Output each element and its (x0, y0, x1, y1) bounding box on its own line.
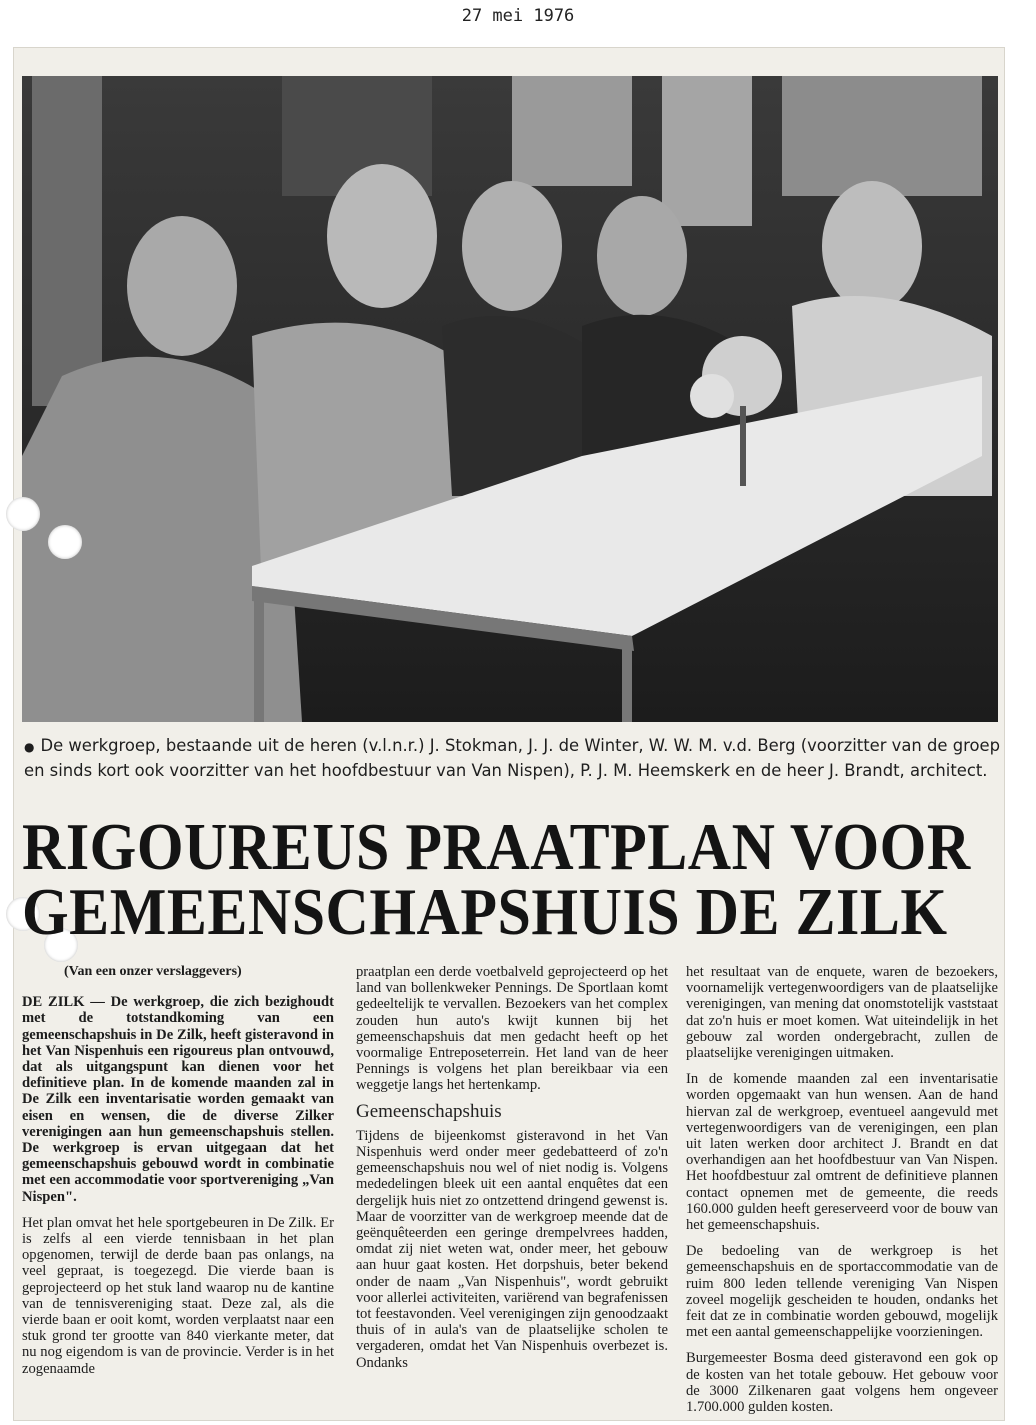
byline: (Van een onzer verslaggevers) (64, 964, 242, 979)
body-paragraph: Tijdens de bijeenkomst gisteravond in het Van Nispenhuis werd onder meer gedebatteerd of zo'n gemeenschapshuis nou wel of niet nodig is. Volgens mededelingen bleek uit een aantal enquêtes dat een dergelijk huis niet zo ontzettend dringend gewenst is. Maar de voorzitter van de werkgroep meende dat de geënquêteerden een geringe drempelvrees hadden, omdat zij niet weten wat, onder meer, het gebouw aan huur gaat kosten. Het dorpshuis, beter bekend onder de naam „Van Nispenhuis", wordt gebruikt voor allerlei activiteiten, variërend van begrafenissen tot feestavonden. Veel verenigingen zijn genoodzaakt thuis of in aula's van de plaatselijke scholen te vergaderen, omdat het Van Nispenhuis overbezet is. Ondanks (356, 1127, 668, 1371)
body-paragraph: praatplan een derde voetbalveld geprojecteerd op het land van bollenkweker Pennings. De Sportlaan komt gedeeltelijk te vervallen. Bezoekers van het complex zouden hun auto's kwijt kunnen bij het gemeenschapshuis dat men gedacht heeft op het voormalige Entreposeterrein. Het land van de heer Pennings is volgens het plan bereikbaar via een weggetje langs het hertenkamp. (356, 964, 668, 1094)
article-column-1 (22, 964, 334, 1387)
meeting-photo-illustration (22, 76, 998, 722)
body-paragraph: het resultaat van de enquete, waren de bezoekers, voornamelijk vertegenwoordigers van de plaatselijke verenigingen, van mening dat onomstotelijk vaststaat dat zo'n huis er moet komen. Wat uiteindelijk in het gebouw zal worden ondergebracht, zullen de plaatselijke verenigingen uitmaken. (686, 964, 998, 1062)
news-photo (22, 76, 998, 722)
bullet-icon: ● (24, 740, 35, 754)
body-paragraph: Het plan omvat het hele sportgebeuren in De Zilk. Er is zelfs al een vierde tennisbaan in het plan opgenomen, terwijl de derde baan pas onlangs, na veel gepraat, is toegezegd. Die vierde baan is geprojecteerd op het stuk land waarop nu de kantine van de tennisvereniging staat. Deze zal, als die vierde baan er ooit komt, worden verplaatst naar een stuk grond ter grootte van 840 vierkante meter, dat nu nog eigendom is van de provincie. Verder is in het zogenaamde (22, 1214, 334, 1377)
subheading: Gemeenschapshuis (356, 1100, 502, 1122)
punch-hole (48, 525, 82, 559)
body-paragraph: In de komende maanden zal een inventarisatie worden opgemaakt van hun wensen. Aan de hand hiervan zal de werkgroep, eventueel aangevuld met vertegenwoordigers van de verenigingen, een plan uit laten werken door architect J. Brandt en dat overhandigen aan het hoofdbestuur van Van Nispen. Het hoofdbestuur zal omtrent de definitieve plannen contact opnemen met de gemeente, die reeds 160.000 gulden heeft gereserveerd voor de bouw van het gemeenschapshuis. (686, 1071, 998, 1234)
lead-paragraph: DE ZILK — De werkgroep, die zich bezighoudt met de totstandkoming van een gemeenschapshuis in De Zilk, heeft gisteravond in het Van Nispenhuis een rigoureus plan ontvouwd, dat als uitgangspunt kan dienen voor het definitieve plan. In de komende maanden zal in De Zilk een inventarisatie worden gemaakt van eisen en wensen, die de diverse Zilker verenigingen aan hun gemeenschapshuis stellen. De werkgroep is ervan uitgegaan dat het gemeenschapshuis gebouwd wordt in combinatie met een accommodatie voor sportvereniging „Van Nispen". (22, 994, 334, 1205)
punch-hole (6, 497, 40, 531)
headline (22, 809, 1002, 949)
clipping-date: 27 mei 1976 (461, 6, 575, 26)
article-column-2 (356, 964, 668, 1381)
headline-line-1: RIGOUREUS PRAATPLAN VOOR (22, 809, 971, 884)
headline-line-2: GEMEENSCHAPSHUIS DE ZILK (22, 874, 948, 949)
photo-caption (24, 734, 1000, 782)
body-paragraph: De bedoeling van de werkgroep is het gemeenschapshuis en de sportaccommodatie van de ruim 800 leden tellende vereniging Van Nispen zoveel mogelijk gescheiden te houden, ondanks het feit dat ze in combinatie worden gebouwd, mogelijk met een aantal gemeenschappelijke voorzieningen. (686, 1243, 998, 1341)
article-column-3 (686, 964, 998, 1425)
body-paragraph: Burgemeester Bosma deed gisteravond een gok op de kosten van het totale gebouw. Het gebouw voor de 3000 Zilkenaren gaat volgens hem ongeveer 1.700.000 gulden kosten. (686, 1350, 998, 1416)
caption-text: De werkgroep, bestaande uit de heren (v.l.n.r.) J. Stokman, J. J. de Winter, W. W. M. v.d. Berg (voorzitter van de groep en sinds kort ook voorzitter van het hoofdbestuur van Van Nispen), P. J. M. Heemskerk en de heer J. Brandt, architect. (24, 736, 1000, 780)
